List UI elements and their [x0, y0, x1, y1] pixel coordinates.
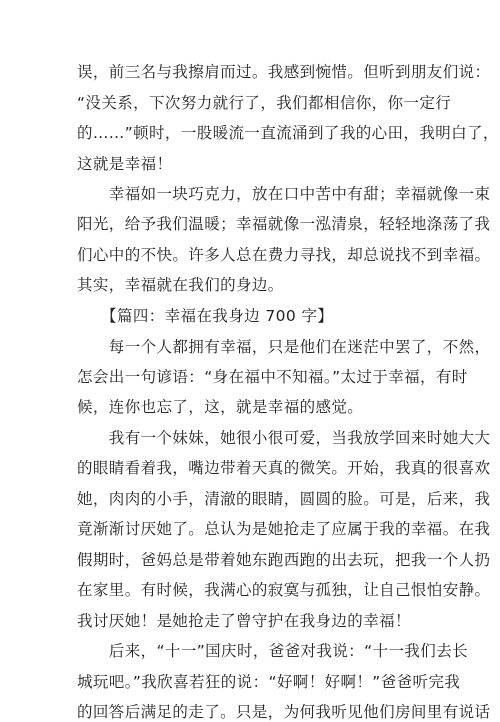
text-line: 怎会出一句谚语：“身在福中不知福。”太过于幸福，有时: [77, 368, 468, 386]
section-heading: 【篇四：幸福在我身边 700 字】: [77, 307, 334, 325]
text-line: 幸福如一块巧克力，放在口中苦中有甜；幸福就像一束: [77, 185, 491, 203]
text-line: 其实，幸福就在我们的身边。: [77, 276, 284, 294]
text-line: 假期时，爸妈总是带着她东跑西跑的出去玩，把我一个人扔: [77, 551, 491, 569]
text-line: 后来，“十一”国庆时，爸爸对我说：“十一我们去长: [77, 642, 468, 660]
text-line: 的……”顿时，一股暖流一直流涌到了我的心田，我明白了，: [77, 124, 499, 142]
text-line: 们心中的不快。许多人总在费力寻找，却总说找不到幸福。: [77, 246, 491, 264]
text-line: 阳光，给予我们温暖；幸福就像一泓清泉，轻轻地涤荡了我: [77, 215, 491, 233]
text-line: 我有一个妹妹，她很小很可爱，当我放学回来时她大大: [77, 429, 491, 447]
text-line: “没关系，下次努力就行了，我们都相信你，你一定行: [77, 94, 452, 112]
text-line: 每一个人都拥有幸福，只是他们在迷茫中罢了，不然，: [77, 338, 491, 356]
text-line: 城玩吧。”我欣喜若狂的说：“好啊！好啊！”爸爸听完我: [77, 673, 461, 691]
text-line: 在家里。有时候，我满心的寂寞与孤独，让自己恨怕安静。: [77, 581, 491, 599]
text-line: 这就是幸福！: [77, 155, 173, 173]
text-line: 的眼睛看着我，嘴边带着天真的微笑。开始，我真的很喜欢: [77, 459, 491, 477]
text-line: 她，肉肉的小手，清澈的眼睛，圆圆的脸。可是，后来，我: [77, 490, 491, 508]
text-line: 误，前三名与我擦肩而过。我感到惋惜。但听到朋友们说：: [77, 63, 491, 81]
text-line: 的回答后满足的走了。只是，为何我听见他们房间里有说话: [77, 703, 491, 721]
text-line: 竟渐渐讨厌她了。总认为是她抢走了应属于我的幸福。在我: [77, 520, 491, 538]
text-line: 候，连你也忘了，这，就是幸福的感觉。: [77, 398, 364, 416]
text-line: 我讨厌她！是她抢走了曾守护在我身边的幸福！: [77, 612, 411, 630]
